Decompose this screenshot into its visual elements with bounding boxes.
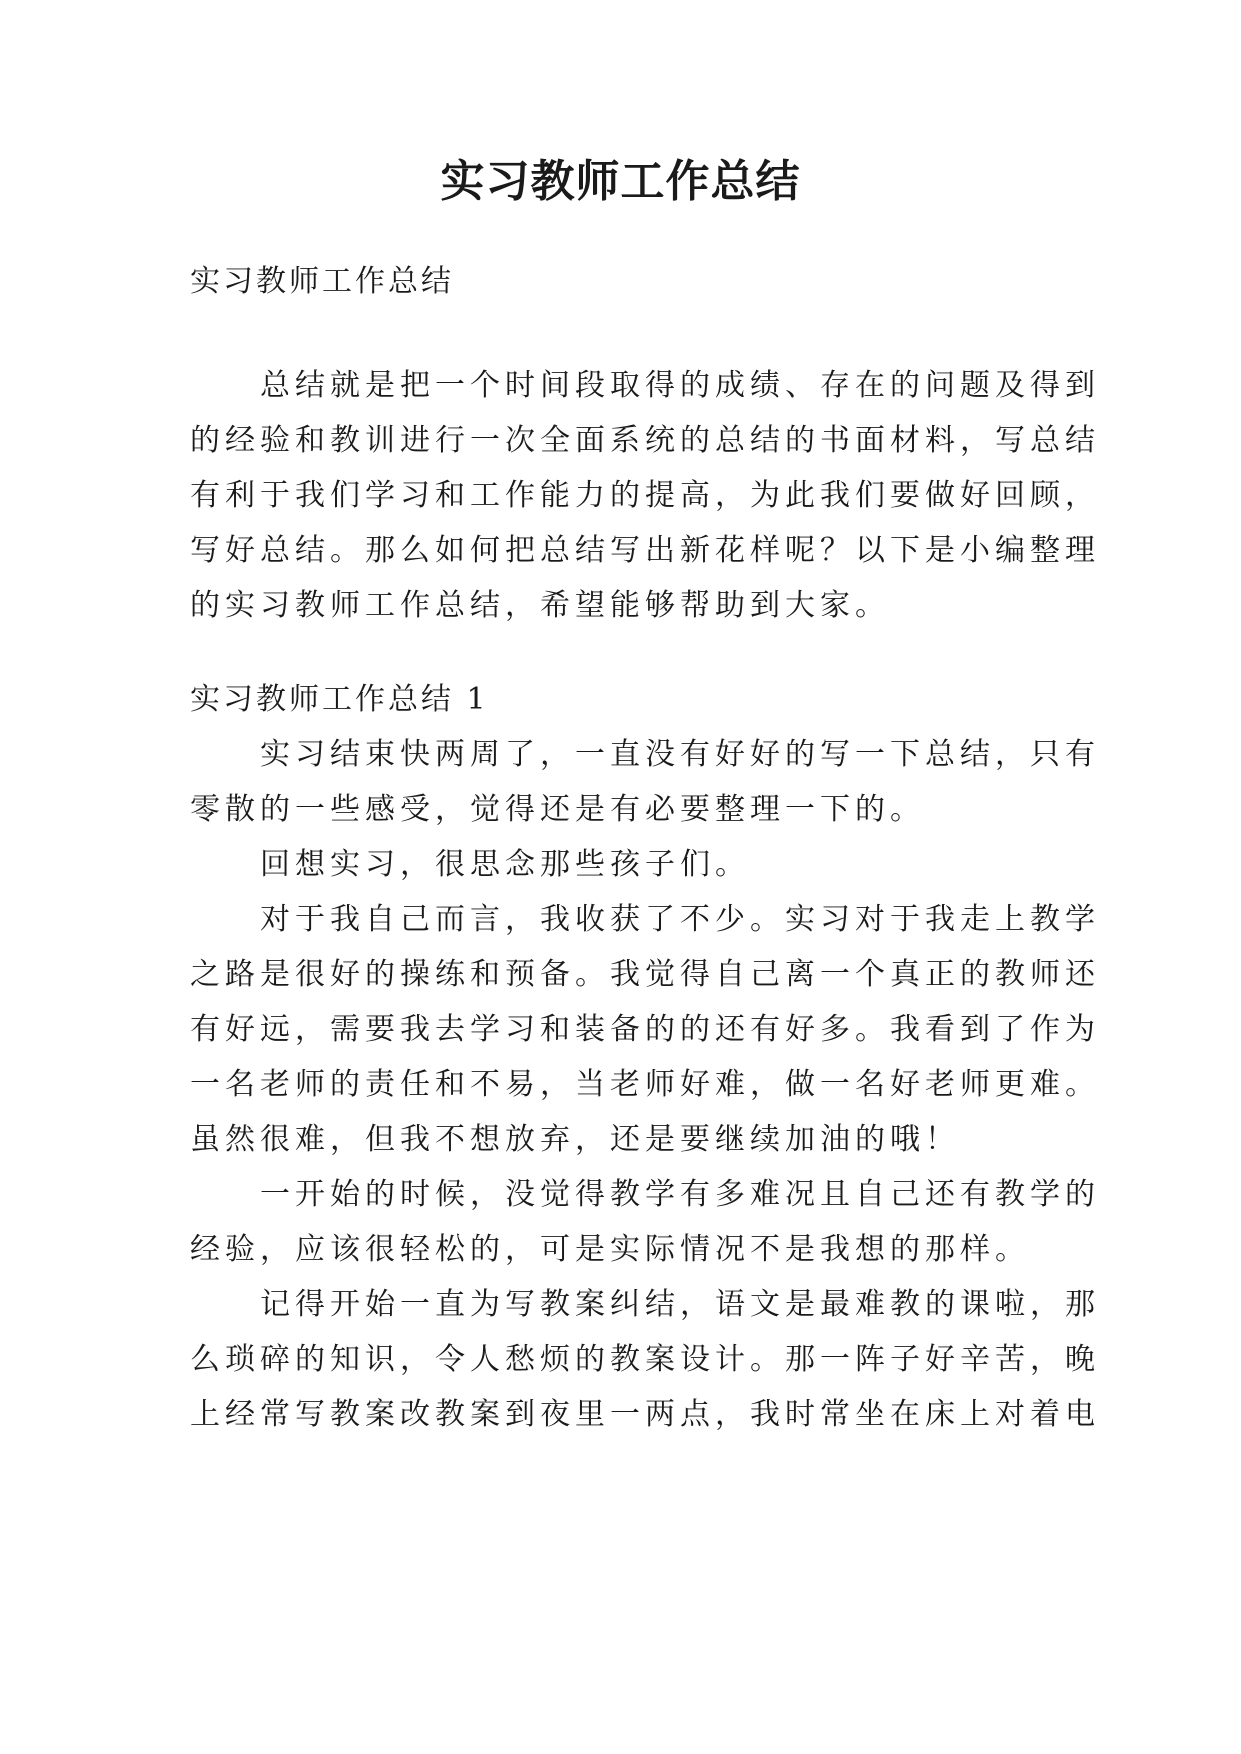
section-line: 么琐碎的知识，令人愁烦的教案设计。那一阵子好辛苦，晚 bbox=[190, 1342, 1100, 1377]
intro-line: 的经验和教训进行一次全面系统的总结的书面材料，写总结 bbox=[190, 423, 1100, 458]
section-heading: 实习教师工作总结 1 bbox=[190, 682, 489, 717]
intro-line: 的实习教师工作总结，希望能够帮助到大家。 bbox=[190, 588, 890, 623]
section-line: 零散的一些感受，觉得还是有必要整理一下的。 bbox=[190, 792, 925, 827]
document-title: 实习教师工作总结 bbox=[440, 156, 801, 207]
section-line: 经验，应该很轻松的，可是实际情况不是我想的那样。 bbox=[190, 1232, 1030, 1267]
section-line: 实习结束快两周了，一直没有好好的写一下总结，只有 bbox=[190, 737, 1100, 772]
intro-line: 总结就是把一个时间段取得的成绩、存在的问题及得到 bbox=[190, 368, 1100, 403]
section-line: 之路是很好的操练和预备。我觉得自己离一个真正的教师还 bbox=[190, 957, 1100, 992]
section-line: 上经常写教案改教案到夜里一两点，我时常坐在床上对着电 bbox=[190, 1397, 1100, 1432]
intro-line: 写好总结。那么如何把总结写出新花样呢？以下是小编整理 bbox=[190, 533, 1100, 568]
section-line: 对于我自己而言，我收获了不少。实习对于我走上教学 bbox=[190, 902, 1100, 937]
section-line: 一开始的时候，没觉得教学有多难况且自己还有教学的 bbox=[190, 1177, 1100, 1212]
section-line: 记得开始一直为写教案纠结，语文是最难教的课啦，那 bbox=[190, 1287, 1100, 1322]
intro-line: 有利于我们学习和工作能力的提高，为此我们要做好回顾， bbox=[190, 478, 1100, 513]
subheading: 实习教师工作总结 bbox=[190, 264, 454, 299]
section-line: 虽然很难，但我不想放弃，还是要继续加油的哦！ bbox=[190, 1122, 960, 1157]
section-line: 一名老师的责任和不易，当老师好难，做一名好老师更难。 bbox=[190, 1067, 1100, 1102]
section-line: 有好远，需要我去学习和装备的的还有好多。我看到了作为 bbox=[190, 1012, 1100, 1047]
section-line: 回想实习，很思念那些孩子们。 bbox=[190, 847, 750, 882]
